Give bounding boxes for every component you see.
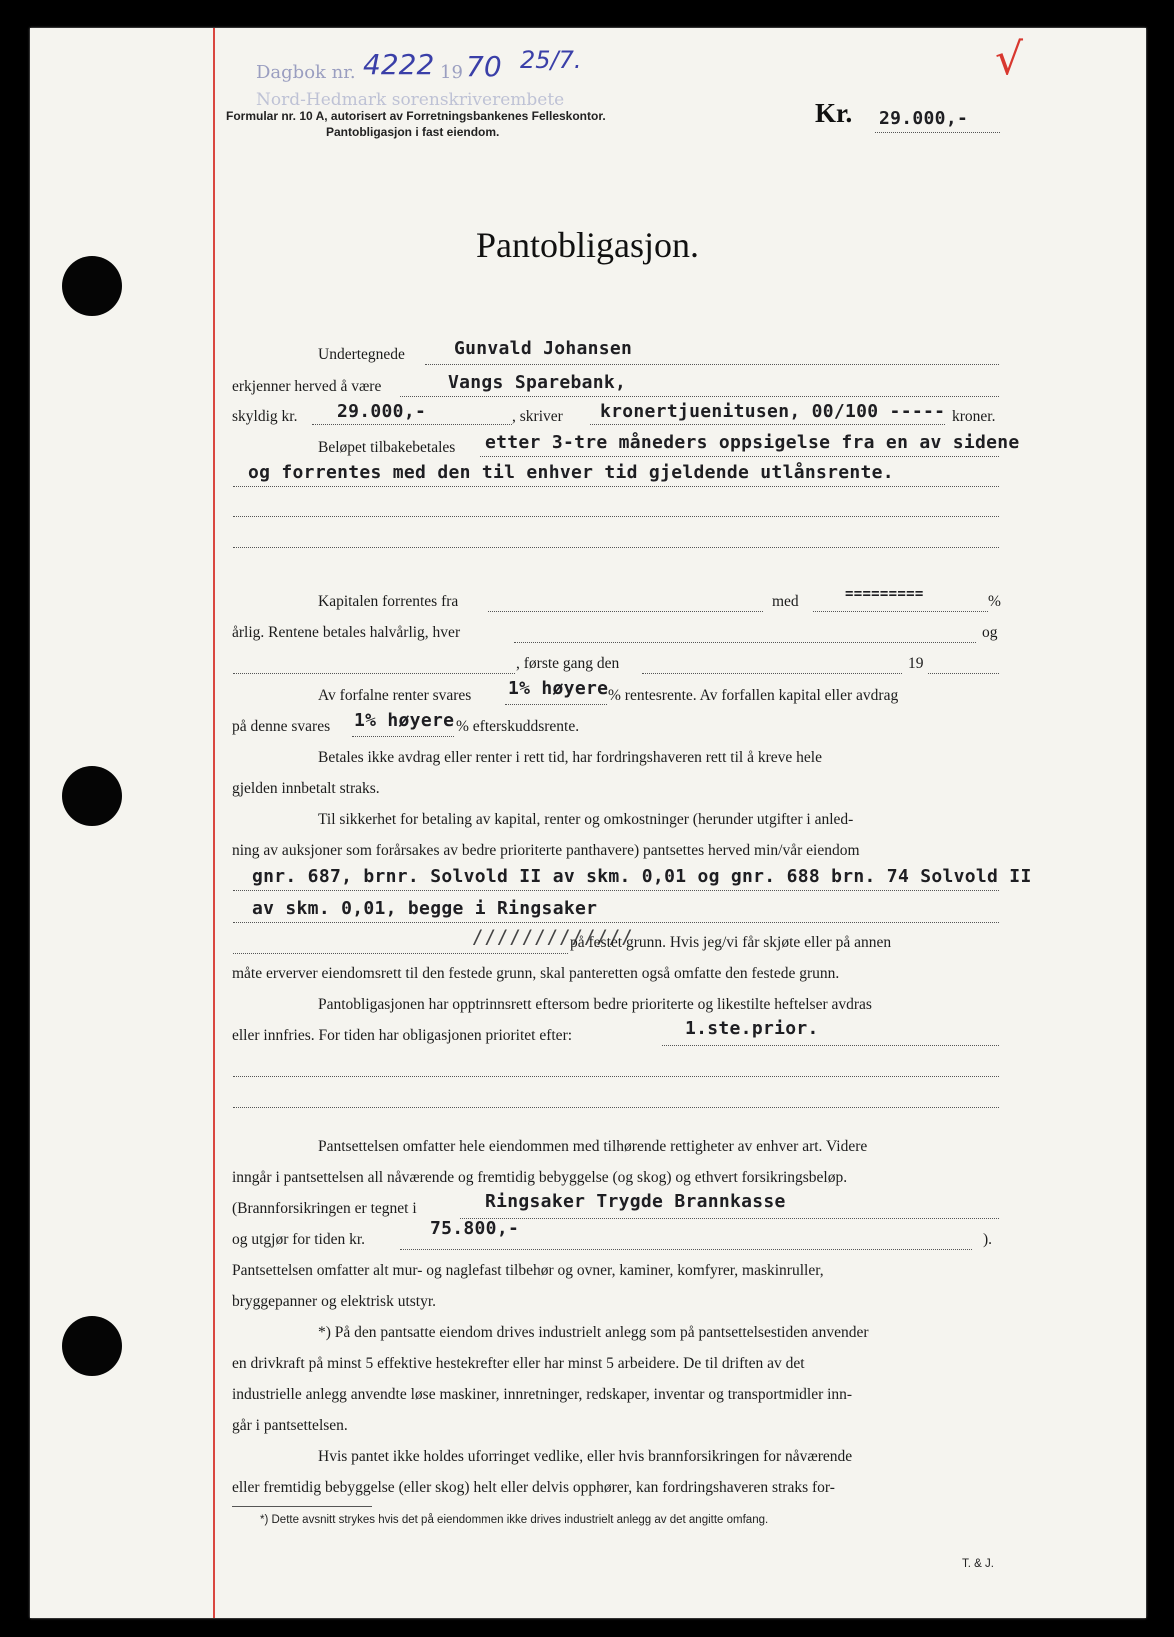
industri-line2: en drivkraft på minst 5 effektive hestekrefter eller har minst 5 arbeidere. De til driften av det: [232, 1355, 805, 1372]
sikkerhet-line1: Til sikkerhet for betaling av kapital, renter og omkostninger (herunder utgifter i anled-: [318, 811, 854, 828]
undertegnede-label: Undertegnede: [318, 346, 405, 363]
belopet-label: Beløpet tilbakebetales: [318, 439, 456, 456]
omfatter-line2: inngår i pantsettelsen all nåværende og fremtidig bebyggelse (og skog) og ethvert forsikringsbeløp.: [232, 1169, 848, 1186]
med-value: =========: [845, 586, 924, 602]
kroner-label: kroner.: [952, 408, 996, 425]
underline: [488, 611, 763, 612]
rentesrente-label: % rentesrente. Av forfallen kapital eller avdrag: [608, 687, 899, 704]
dagbok-number: 4222: [363, 48, 435, 81]
med-label: med: [772, 593, 799, 610]
pa-denne-value: 1% høyere: [354, 710, 455, 731]
underline: [425, 364, 999, 365]
kr-line: [875, 132, 1000, 133]
underline: [233, 890, 999, 891]
erkjenner-value: Vangs Sparebank,: [448, 372, 627, 393]
opptrinn-line2: eller innfries. For tiden har obligasjonen prioritet efter:: [232, 1027, 573, 1044]
opptrinn-line1: Pantobligasjonen har opptrinnsrett eftersom bedre prioriterte og likestilte heftelser avdras: [318, 996, 872, 1013]
efterskudd-label: % efterskuddsrente.: [456, 718, 580, 735]
underline: [662, 1045, 999, 1046]
industri-line3: industrielle anlegg anvendte løse maskiner, innretninger, redskaper, inventar og transportmidler inn-: [232, 1386, 853, 1403]
og-label: og: [982, 624, 998, 641]
hvis-line1: Hvis pantet ikke holdes uforringet vedlike, eller hvis brannforsikringen for nåværende: [318, 1448, 853, 1465]
prioritet-value: 1.ste.prior.: [685, 1018, 819, 1039]
skriver-label: , skriver: [512, 408, 563, 425]
underline: [928, 673, 999, 674]
red-margin-line: [213, 28, 215, 1618]
punch-hole: [62, 766, 122, 826]
forste-gang-label: , første gang den: [516, 655, 620, 672]
document-page: [30, 28, 1146, 1618]
year-suffix: 70: [466, 50, 502, 83]
festet-line: på festet grunn. Hvis jeg/vi får skjøte eller på annen: [570, 934, 892, 951]
year-prefix: 19: [440, 62, 463, 83]
underline: [233, 1076, 999, 1077]
omfatter-line1: Pantsettelsen omfatter hele eiendommen med tilhørende rettigheter av enhver art. Videre: [318, 1138, 868, 1155]
betales-line1: Betales ikke avdrag eller renter i rett tid, har fordringshaveren rett til å kreve hele: [318, 749, 822, 766]
underline: [233, 547, 999, 548]
footnote: *) Dette avsnitt strykes hvis det på eiendommen ikke drives industrielt anlegg av det angitte omfang.: [260, 1514, 769, 1526]
undertegnede-value: Gunvald Johansen: [454, 338, 633, 359]
industri-line4: går i pantsettelsen.: [232, 1417, 348, 1434]
underline: [505, 704, 607, 705]
arlig-label: årlig. Rentene betales halvårlig, hver: [232, 624, 461, 641]
underline: [400, 1249, 972, 1250]
underline: [460, 1218, 999, 1219]
year-19-label: 19: [908, 655, 924, 672]
sikkerhet-line2: ning av auksjoner som forårsakes av bedre prioriterte panthavere) pantsettes herved min/vår eiendom: [232, 842, 860, 859]
printer-mark: T. & J.: [962, 1558, 994, 1570]
kr-amount: 29.000,-: [879, 108, 969, 129]
footnote-separator: [232, 1506, 372, 1507]
underline: [233, 922, 999, 923]
forfalne-value: 1% høyere: [508, 678, 609, 699]
mate-line: måte erverver eiendomsrett til den festede grunn, skal panteretten også omfatte den festede grunn.: [232, 965, 840, 982]
document-title: Pantobligasjon.: [476, 225, 699, 265]
underline: [233, 953, 568, 954]
belopet-value-line2: og forrentes med den til enhver tid gjeldende utlånsrente.: [248, 462, 894, 483]
industri-line1: *) På den pantsatte eiendom drives industrielt anlegg som på pantsettelsestiden anvender: [318, 1324, 869, 1341]
property-line1: gnr. 687, brnr. Solvold II av skm. 0,01 og gnr. 688 brn. 74 Solvold II: [252, 866, 1032, 887]
utgjor-value: 75.800,-: [430, 1218, 520, 1239]
skyldig-value: 29.000,-: [337, 401, 427, 422]
underline: [352, 736, 454, 737]
property-line2: av skm. 0,01, begge i Ringsaker: [252, 898, 598, 919]
form-header-line2: Pantobligasjon i fast eiendom.: [326, 125, 500, 139]
underline: [312, 424, 512, 425]
belopet-value-line1: etter 3-tre måneders oppsigelse fra en av sidene: [485, 432, 1020, 453]
dagbok-label: Dagbok nr.: [256, 62, 356, 83]
underline: [813, 611, 988, 612]
underline: [590, 424, 945, 425]
forfalne-label: Av forfalne renter svares: [318, 687, 472, 704]
tilbehor-line2: bryggepanner og elektrisk utstyr.: [232, 1293, 437, 1310]
underline: [642, 673, 902, 674]
underline: [233, 1107, 999, 1108]
underline: [514, 642, 976, 643]
utgjor-label: og utgjør for tiden kr.: [232, 1231, 366, 1248]
skriver-value: kronertjuenitusen, 00/100 -----: [600, 401, 946, 422]
brann-label: (Brannforsikringen er tegnet i: [232, 1200, 417, 1217]
hvis-line2: eller fremtidig bebyggelse (eller skog) helt eller delvis opphører, kan fordringshaveren straks for-: [232, 1479, 835, 1496]
kr-label: Kr.: [815, 98, 853, 128]
pa-denne-label: på denne svares: [232, 718, 331, 735]
betales-line2: gjelden innbetalt straks.: [232, 780, 380, 797]
form-header-line1: Formular nr. 10 A, autorisert av Forretningsbankenes Felleskontor.: [226, 109, 606, 123]
utgjor-end: ).: [983, 1231, 993, 1248]
underline: [480, 456, 999, 457]
punch-hole: [62, 1316, 122, 1376]
stamp-date: 25/7.: [520, 46, 582, 74]
strike-marks: /////////////: [472, 926, 634, 948]
punch-hole: [62, 256, 122, 316]
percent-sign: %: [988, 593, 1001, 610]
brann-value: Ringsaker Trygde Brannkasse: [485, 1191, 786, 1212]
checkmark-icon: √: [995, 34, 1024, 85]
skyldig-label: skyldig kr.: [232, 408, 298, 425]
kapitalen-label: Kapitalen forrentes fra: [318, 593, 459, 610]
underline: [400, 396, 999, 397]
underline: [233, 673, 515, 674]
underline: [233, 486, 999, 487]
erkjenner-label: erkjenner herved å være: [232, 378, 382, 395]
tilbehor-line1: Pantsettelsen omfatter alt mur- og naglefast tilbehør og ovner, kaminer, komfyrer, maskinruller,: [232, 1262, 824, 1279]
underline: [233, 516, 999, 517]
office-stamp: Nord-Hedmark sorenskriverembete: [256, 90, 565, 110]
